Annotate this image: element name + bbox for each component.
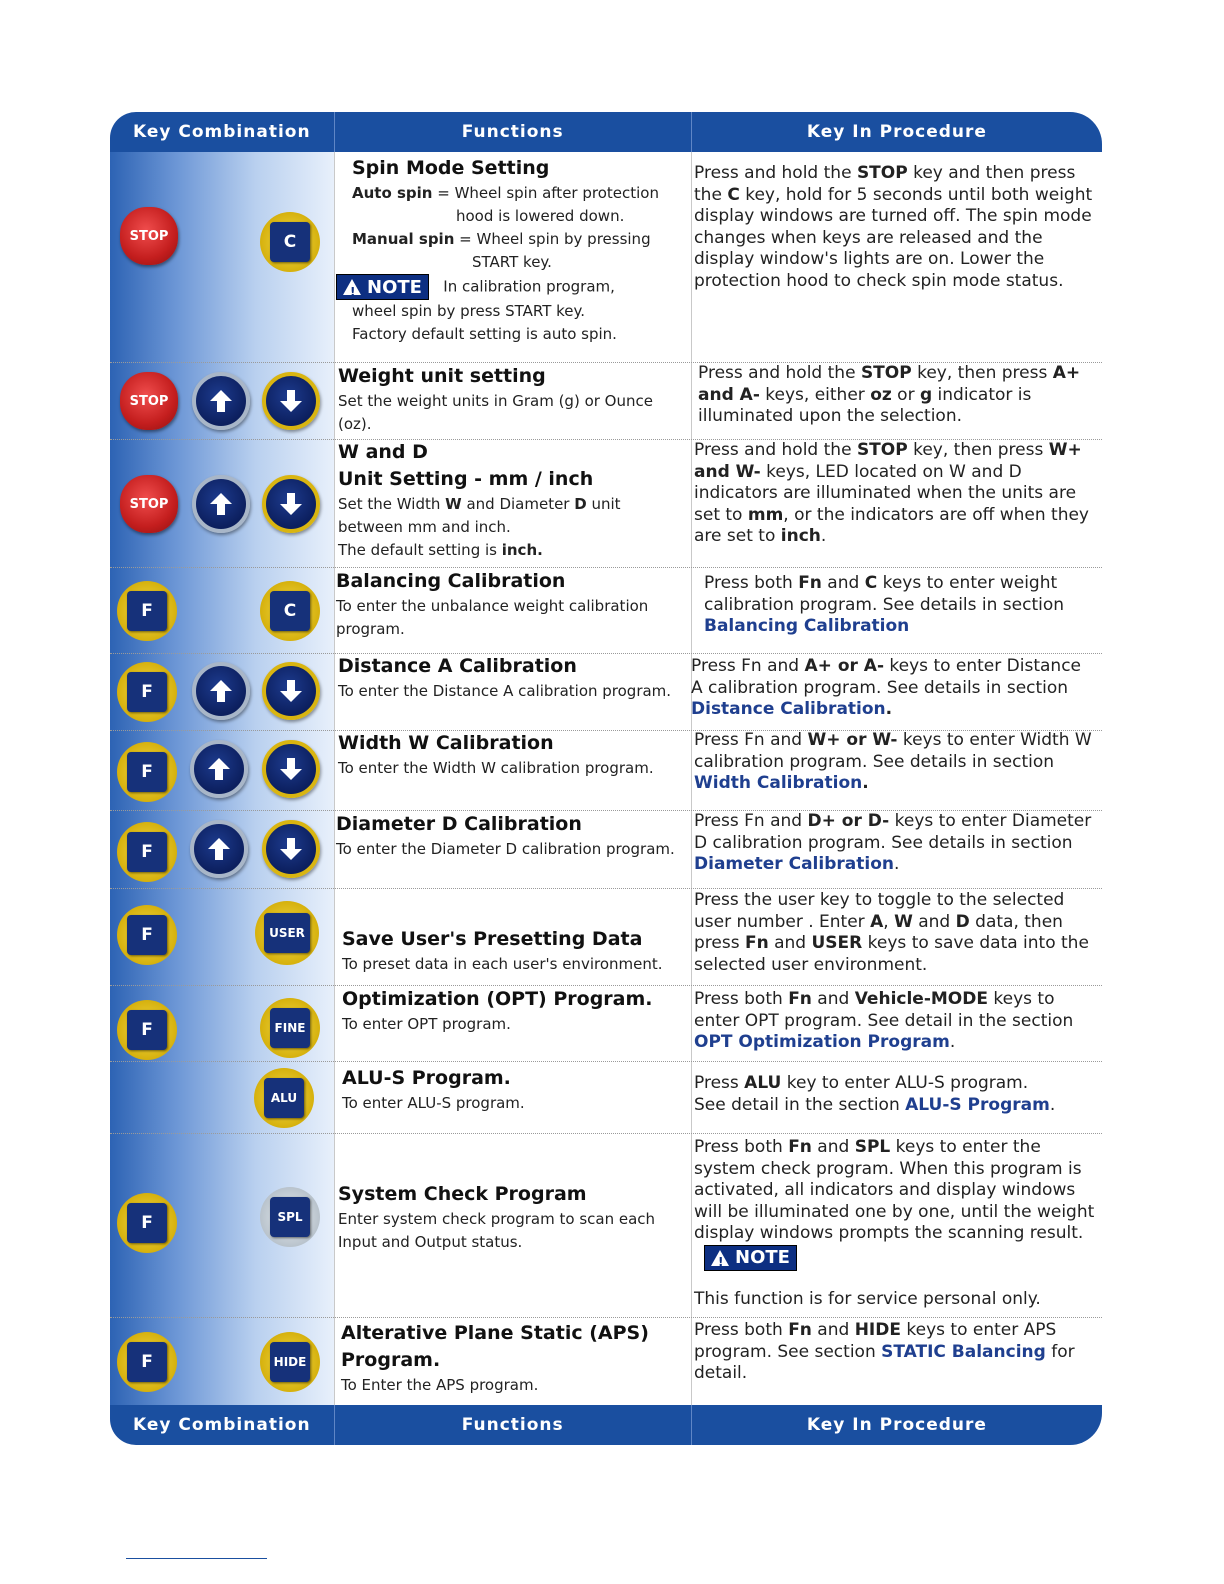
f-key: F — [117, 1193, 177, 1253]
table-row-alu-program: ALU ALU-S Program. To enter ALU-S program. Press ALU key to enter ALU-S program. See detail in the section ALU-S Program. — [110, 1061, 1102, 1134]
up-arrow-icon — [190, 740, 248, 798]
up-arrow-icon — [190, 820, 248, 878]
table-row-system-check: F SPL System Check Program Enter system check program to scan each Input and Output status. Press both Fn and SPL keys to enter the system check program. When this program is activated, all indicators and display windows will be illuminated one by one, until the weight display windows prompts the scanning result. ! NOTE This function is for service personal only. — [110, 1133, 1102, 1318]
aps-program-title: Alterative Plane Static (APS) — [341, 1322, 649, 1344]
fine-key: FINE — [260, 998, 320, 1058]
up-arrow-icon — [192, 662, 250, 720]
alu-key: ALU — [254, 1068, 314, 1128]
spl-key: SPL — [260, 1187, 320, 1247]
distance-calibration-link[interactable]: Distance Calibration — [691, 699, 886, 719]
width-calibration-procedure: Press Fn and W+ or W- keys to enter Width W calibration program. See details in section Width Calibration. — [694, 730, 1092, 793]
system-check-title: System Check Program — [338, 1183, 587, 1205]
aps-program-link[interactable]: STATIC Balancing — [881, 1341, 1046, 1362]
table-footer — [110, 1405, 1102, 1445]
stop-key: STOP — [120, 207, 178, 265]
aps-program-procedure: Press both Fn and HIDE keys to enter APS program. See section STATIC Balancing for detail. — [694, 1320, 1075, 1383]
up-arrow-icon — [192, 372, 250, 430]
down-arrow-icon — [262, 372, 320, 430]
table-row-aps-program: F HIDE Alterative Plane Static (APS) Program. To Enter the APS program. Press both Fn and HIDE keys to enter APS program. See section STATIC Balancing for detail. — [110, 1317, 1102, 1405]
note-badge: ! NOTE — [704, 1245, 797, 1271]
table-row-diameter-calibration: F Diameter D Calibration To enter the Diameter D calibration program. Press Fn and D+ or D- keys to enter Diameter D calibration program. See details in section Diameter Calibration. — [110, 810, 1102, 889]
save-user-data-procedure: Press the user key to toggle to the selected user number . Enter A, W and D data, then press Fn and USER keys to save data into the selected user environment. — [694, 890, 1089, 975]
up-arrow-icon — [192, 475, 250, 533]
table-row-spin-mode: STOP C Spin Mode Setting Auto spin = Wheel spin after protection hood is lowered down. Manual spin = Wheel spin by pressing START key. ! NOTE In calibration program, wheel spin by press START key. Factory default setting is auto spin. Press and hold the STOP key and then press the C key, hold for 5 seconds until both weight display windows are turned off. The spin mode changes when keys are released and the display window's lights are on. Lower the protection hood to check spin mode status. — [110, 152, 1102, 363]
table-row-weight-unit: STOP Weight unit setting Set the weight units in Gram (g) or Ounce (oz). Press and hold the STOP key, then press A+ and A- keys, either oz or g indicator is illuminated upon the selection. — [110, 362, 1102, 440]
stop-key: STOP — [120, 372, 178, 430]
distance-calibration-title: Distance A Calibration — [338, 655, 577, 677]
f-key: F — [117, 742, 177, 802]
table-row-balancing-calibration: F C Balancing Calibration To enter the unbalance weight calibration program. Press both Fn and C keys to enter weight calibration program. See details in section Balancing Calibration — [110, 567, 1102, 654]
stop-key: STOP — [120, 475, 178, 533]
distance-calibration-procedure: Press Fn and A+ or A- keys to enter Distance A calibration program. See details in section Distance Calibration. — [691, 656, 1081, 719]
key-function-table — [110, 112, 1102, 1446]
table-row-opt-program: F FINE Optimization (OPT) Program. To enter OPT program. Press both Fn and Vehicle-MODE keys to enter OPT program. See detail in the section OPT Optimization Program. — [110, 985, 1102, 1062]
f-key: F — [117, 1000, 177, 1060]
f-key: F — [117, 905, 177, 965]
f-key: F — [117, 581, 177, 641]
table-row-w-and-d: STOP W and D Unit Setting - mm / inch Set the Width W and Diameter D unit between mm and inch. The default setting is inch. Press and hold the STOP key, then press W+ and W- keys, LED located on W and D indicators are illuminated when the units are set to mm, or the indicators are off when they are set to inch. — [110, 439, 1102, 568]
c-key: C — [260, 581, 320, 641]
width-calibration-title: Width W Calibration — [338, 732, 554, 754]
alu-program-title: ALU-S Program. — [342, 1067, 511, 1089]
header-key-in-procedure: Key In Procedure — [806, 122, 987, 142]
balancing-calibration-procedure: Press both Fn and C keys to enter weight calibration program. See details in section Balancing Calibration — [704, 573, 1065, 636]
save-user-data-title: Save User's Presetting Data — [342, 928, 643, 950]
footer-key-combination: Key Combination — [110, 1405, 335, 1445]
w-and-d-title: W and D — [338, 441, 428, 463]
header-key-combination: Key Combination — [110, 112, 335, 152]
table-row-distance-calibration: F Distance A Calibration To enter the Distance A calibration program. Press Fn and A+ or A- keys to enter Distance A calibration program. See details in section Distance Calibration. — [110, 653, 1102, 731]
f-key: F — [117, 1332, 177, 1392]
spin-mode-procedure: Press and hold the STOP key and then press the C key, hold for 5 seconds until both weight display windows are turned off. The spin mode changes when keys are released and the display window's lights are on. Lower the protection hood to check spin mode status. — [694, 163, 1093, 291]
balancing-calibration-link[interactable]: Balancing Calibration — [704, 616, 910, 636]
opt-program-link[interactable]: OPT Optimization Program — [694, 1032, 950, 1052]
f-key: F — [117, 662, 177, 722]
w-and-d-procedure: Press and hold the STOP key, then press W+ and W- keys, LED located on W and D indicators are illuminated when the units are set to mm, or the indicators are off when they are set to inch. — [694, 440, 1089, 546]
diameter-calibration-procedure: Press Fn and D+ or D- keys to enter Diameter D calibration program. See details in section Diameter Calibration. — [694, 811, 1092, 874]
weight-unit-title: Weight unit setting — [338, 365, 546, 387]
width-calibration-link[interactable]: Width Calibration — [694, 773, 863, 793]
down-arrow-icon — [262, 662, 320, 720]
f-key: F — [117, 822, 177, 882]
opt-program-procedure: Press both Fn and Vehicle-MODE keys to enter OPT program. See detail in the section OPT Optimization Program. — [694, 989, 1074, 1052]
user-key: USER — [255, 901, 319, 965]
weight-unit-procedure: Press and hold the STOP key, then press A+ and A- keys, either oz or g indicator is illuminated upon the selection. — [698, 363, 1081, 426]
alu-program-link[interactable]: ALU-S Program — [905, 1094, 1050, 1115]
down-arrow-icon — [262, 475, 320, 533]
note-badge: ! NOTE — [336, 274, 429, 300]
diameter-calibration-link[interactable]: Diameter Calibration — [694, 854, 894, 874]
footer-rule — [126, 1558, 267, 1559]
table-row-width-calibration: F Width W Calibration To enter the Width W calibration program. Press Fn and W+ or W- keys to enter Width W calibration program. See details in section Width Calibration. — [110, 730, 1102, 811]
down-arrow-icon — [262, 740, 320, 798]
opt-program-title: Optimization (OPT) Program. — [342, 988, 653, 1010]
c-key: C — [260, 212, 320, 272]
alu-program-procedure: Press ALU key to enter ALU-S program. See detail in the section ALU-S Program. — [694, 1073, 1056, 1115]
down-arrow-icon — [262, 820, 320, 878]
footer-functions: Functions — [335, 1405, 692, 1445]
footer-key-in-procedure: Key In Procedure — [806, 1415, 987, 1435]
table-row-save-user-data: F USER Save User's Presetting Data To preset data in each user's environment. Press the user key to toggle to the selected user number . Enter A, W and D data, then press Fn and USER keys to save data into the selected user environment. — [110, 888, 1102, 986]
spin-mode-title: Spin Mode Setting — [352, 157, 550, 179]
table-header — [110, 112, 1102, 152]
diameter-calibration-title: Diameter D Calibration — [336, 813, 582, 835]
balancing-calibration-title: Balancing Calibration — [336, 570, 566, 592]
hide-key: HIDE — [260, 1332, 320, 1392]
system-check-procedure: Press both Fn and SPL keys to enter the system check program. When this program is activated, all indicators and display windows will be illuminated one by one, until the weight display windows prompts the scanning result. ! NOTE This function is for service personal only. — [694, 1133, 1098, 1321]
header-functions: Functions — [335, 112, 692, 152]
